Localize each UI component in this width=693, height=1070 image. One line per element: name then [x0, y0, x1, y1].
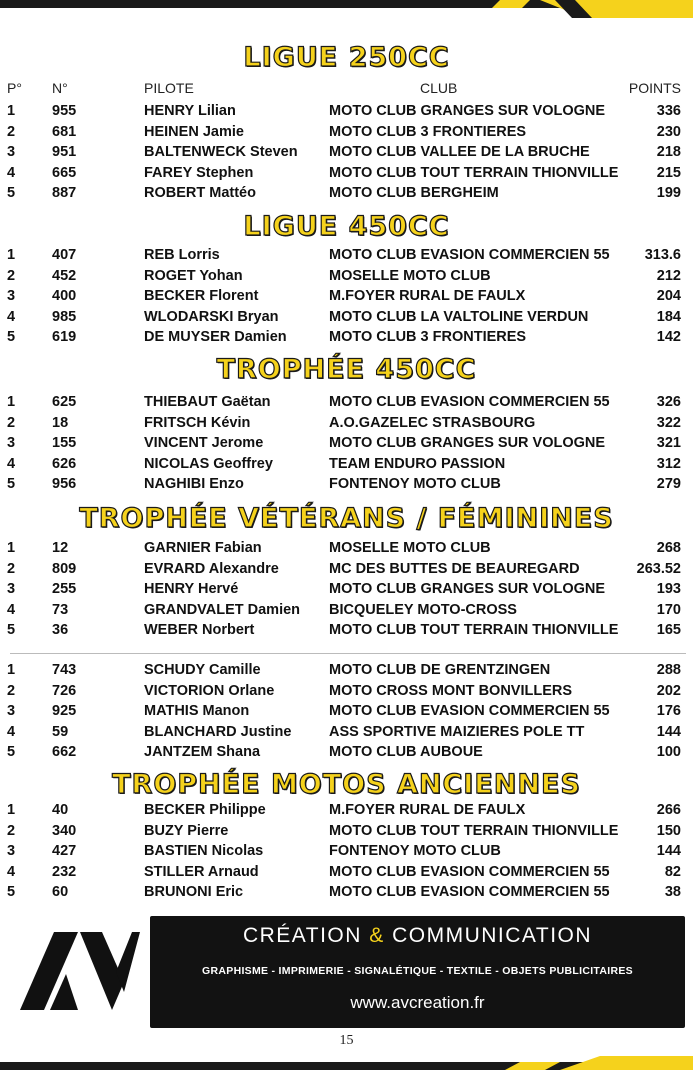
row-number: 36: [52, 622, 69, 639]
row-club: MOTO CLUB AUBOUE: [329, 744, 483, 761]
row-number: 956: [52, 476, 77, 493]
row-points: 144: [656, 723, 681, 740]
table-row: [0, 538, 693, 558]
row-pilote: ROBERT Mattéo: [144, 185, 256, 202]
row-club: MOTO CLUB DE GRENTZINGEN: [329, 662, 551, 678]
ad-title-amp: &: [369, 924, 385, 947]
row-pos: 4: [7, 308, 16, 325]
row-pos: 1: [7, 247, 16, 263]
row-pilote: NAGHIBI Enzo: [144, 476, 244, 493]
row-points: 230: [656, 123, 681, 140]
row-club: MOTO CLUB VALLEE DE LA BRUCHE: [329, 144, 590, 161]
ad-subtitle: GRAPHISME - IMPRIMERIE - SIGNALÉTIQUE - TEXTILE - OBJETS PUBLICITAIRES: [202, 965, 633, 977]
row-number: 809: [52, 560, 77, 577]
row-points: 322: [656, 414, 681, 431]
row-number: 427: [52, 843, 77, 860]
row-number: 18: [52, 414, 69, 431]
row-points: 100: [656, 744, 681, 761]
row-club: MOTO CLUB GRANGES SUR VOLOGNE: [329, 435, 606, 452]
row-points: 268: [656, 540, 681, 556]
row-number: 407: [52, 247, 77, 263]
table-row: [0, 722, 693, 742]
header-pos: P°: [7, 80, 22, 96]
row-pos: 1: [7, 662, 16, 678]
header-pilote: PILOTE: [144, 80, 194, 96]
row-number: 12: [52, 540, 69, 556]
row-pos: 1: [7, 540, 16, 556]
header-num: N°: [52, 80, 68, 96]
row-club: MC DES BUTTES DE BEAUREGARD: [329, 560, 580, 577]
row-pilote: BECKER Philippe: [144, 802, 266, 818]
row-pos: 2: [7, 123, 16, 140]
row-club: MOTO CLUB 3 FRONTIERES: [329, 123, 527, 140]
table-row: [0, 579, 693, 599]
bottom-decorative-band: [0, 1056, 693, 1070]
row-points: 288: [656, 662, 681, 678]
row-number: 73: [52, 601, 69, 618]
row-club: MOTO CLUB TOUT TERRAIN THIONVILLE: [329, 622, 619, 639]
section-title: TROPHÉE VÉTÉRANS / FÉMININES: [79, 503, 614, 534]
row-club: MOTO CLUB TOUT TERRAIN THIONVILLE: [329, 164, 619, 181]
row-pilote: NICOLAS Geoffrey: [144, 455, 273, 472]
row-pilote: BUZY Pierre: [144, 822, 229, 839]
page-number: 15: [339, 1033, 354, 1048]
ad-url[interactable]: www.avcreation.fr: [350, 993, 485, 1012]
row-number: 232: [52, 863, 77, 880]
row-number: 59: [52, 723, 69, 740]
table-row: [0, 862, 693, 882]
table-row: [0, 142, 693, 162]
row-pos: 2: [7, 822, 16, 839]
row-number: 625: [52, 394, 77, 410]
row-pos: 4: [7, 723, 16, 740]
row-points: 279: [656, 476, 681, 493]
row-points: 336: [656, 103, 681, 119]
row-club: TEAM ENDURO PASSION: [329, 455, 506, 472]
row-points: 218: [656, 144, 681, 161]
row-points: 263.52: [636, 560, 681, 577]
row-number: 60: [52, 884, 69, 901]
row-pilote: WEBER Norbert: [144, 622, 255, 639]
row-points: 142: [656, 329, 681, 346]
row-pilote: REB Lorris: [144, 247, 220, 263]
row-pilote: BALTENWECK Steven: [144, 144, 298, 161]
table-row: [0, 660, 693, 680]
row-points: 38: [664, 884, 681, 901]
row-points: 82: [664, 863, 681, 880]
row-points: 326: [656, 394, 681, 410]
row-pilote: SCHUDY Camille: [144, 662, 261, 678]
row-points: 176: [656, 703, 681, 720]
row-pos: 5: [7, 622, 16, 639]
row-number: 155: [52, 435, 77, 452]
row-number: 400: [52, 288, 77, 305]
row-pos: 2: [7, 560, 16, 577]
header-club: CLUB: [420, 80, 458, 96]
row-points: 266: [656, 802, 681, 818]
row-pos: 4: [7, 863, 16, 880]
row-points: 144: [656, 843, 681, 860]
row-club: M.FOYER RURAL DE FAULX: [329, 288, 526, 305]
row-pos: 3: [7, 581, 16, 598]
row-pos: 5: [7, 329, 16, 346]
section-title: TROPHÉE MOTOS ANCIENNES: [112, 769, 581, 800]
table-row: [0, 821, 693, 841]
row-pos: 2: [7, 414, 16, 431]
table-row: [0, 454, 693, 474]
row-pos: 4: [7, 601, 16, 618]
row-club: MOTO CLUB EVASION COMMERCIEN 55: [329, 394, 610, 410]
row-points: 150: [656, 822, 681, 839]
row-points: 215: [656, 164, 681, 181]
row-pos: 2: [7, 267, 16, 284]
row-points: 193: [656, 581, 681, 598]
row-club: FONTENOY MOTO CLUB: [329, 476, 501, 493]
row-points: 312: [656, 455, 681, 472]
table-row: [0, 600, 693, 620]
ad-title-a: CRÉATION: [242, 924, 362, 947]
table-row: [0, 413, 693, 433]
top-decorative-band: [0, 0, 693, 18]
row-pilote: BLANCHARD Justine: [144, 723, 292, 740]
row-pos: 3: [7, 144, 16, 161]
row-club: ASS SPORTIVE MAIZIERES POLE TT: [329, 723, 585, 740]
row-pos: 2: [7, 682, 16, 699]
row-pos: 3: [7, 843, 16, 860]
row-pilote: STILLER Arnaud: [144, 863, 259, 880]
table-row: [0, 122, 693, 142]
row-number: 743: [52, 662, 77, 678]
row-club: MOTO CLUB EVASION COMMERCIEN 55: [329, 863, 610, 880]
row-pilote: BASTIEN Nicolas: [144, 843, 264, 860]
row-number: 340: [52, 822, 77, 839]
row-club: MOTO CLUB TOUT TERRAIN THIONVILLE: [329, 822, 619, 839]
row-club: MOSELLE MOTO CLUB: [329, 267, 491, 284]
row-number: 681: [52, 123, 77, 140]
row-pilote: DE MUYSER Damien: [144, 329, 287, 346]
row-pilote: HEINEN Jamie: [144, 123, 244, 140]
row-points: 184: [656, 308, 681, 325]
row-pilote: HENRY Lilian: [144, 103, 236, 119]
table-row: [0, 286, 693, 306]
table-row: [0, 163, 693, 183]
table-row: [0, 327, 693, 347]
table-row: [0, 841, 693, 861]
table-row: [0, 266, 693, 286]
table-row: [0, 800, 693, 820]
row-pos: 1: [7, 802, 16, 818]
row-pilote: GRANDVALET Damien: [144, 601, 301, 618]
advertisement: [0, 910, 693, 1028]
section-title: LIGUE 450CC: [243, 211, 450, 242]
row-points: 165: [656, 622, 681, 639]
row-club: FONTENOY MOTO CLUB: [329, 843, 501, 860]
row-pilote: FAREY Stephen: [144, 164, 254, 181]
row-points: 170: [656, 601, 681, 618]
section-title: TROPHÉE 450CC: [216, 354, 477, 385]
ad-title-b: COMMUNICATION: [392, 924, 593, 947]
row-pos: 4: [7, 455, 16, 472]
row-number: 955: [52, 103, 77, 119]
row-pos: 5: [7, 744, 16, 761]
table-row: [0, 474, 693, 494]
row-pilote: ROGET Yohan: [144, 267, 243, 284]
row-pilote: WLODARSKI Bryan: [144, 308, 279, 325]
row-pilote: GARNIER Fabian: [144, 540, 262, 556]
row-club: MOTO CLUB EVASION COMMERCIEN 55: [329, 884, 610, 901]
row-club: MOTO CLUB EVASION COMMERCIEN 55: [329, 247, 610, 263]
row-club: MOTO CLUB BERGHEIM: [329, 185, 499, 202]
row-pilote: JANTZEM Shana: [144, 744, 261, 761]
row-club: MOTO CLUB GRANGES SUR VOLOGNE: [329, 103, 606, 119]
row-pilote: VICTORION Orlane: [144, 682, 275, 699]
row-pilote: VINCENT Jerome: [144, 435, 264, 452]
row-points: 202: [656, 682, 681, 699]
row-number: 726: [52, 682, 77, 699]
ad-title: [150, 924, 685, 948]
table-row: [0, 681, 693, 701]
table-row: [0, 620, 693, 640]
row-club: A.O.GAZELEC STRASBOURG: [329, 414, 536, 431]
row-pilote: FRITSCH Kévin: [144, 414, 251, 431]
row-number: 40: [52, 802, 69, 818]
av-logo-icon: [20, 932, 140, 1017]
row-number: 985: [52, 308, 77, 325]
row-pos: 1: [7, 394, 16, 410]
row-number: 887: [52, 185, 77, 202]
row-number: 619: [52, 329, 77, 346]
table-row: [0, 245, 693, 265]
row-club: MOTO CLUB EVASION COMMERCIEN 55: [329, 703, 610, 720]
row-number: 662: [52, 744, 77, 761]
row-points: 212: [656, 267, 681, 284]
row-number: 951: [52, 144, 77, 161]
row-points: 321: [656, 435, 681, 452]
row-pos: 3: [7, 435, 16, 452]
table-row: [0, 183, 693, 203]
row-number: 925: [52, 703, 77, 720]
table-row: [0, 101, 693, 121]
table-row: [0, 559, 693, 579]
table-row: [0, 307, 693, 327]
row-pilote: EVRARD Alexandre: [144, 560, 279, 577]
row-pilote: BECKER Florent: [144, 288, 259, 305]
row-pos: 5: [7, 884, 16, 901]
row-club: MOTO CLUB 3 FRONTIERES: [329, 329, 527, 346]
header-points: POINTS: [628, 80, 681, 96]
table-row: [0, 701, 693, 721]
row-pos: 3: [7, 703, 16, 720]
table-header: [0, 78, 693, 98]
table-row: [0, 742, 693, 762]
section-divider: [10, 653, 686, 654]
row-number: 626: [52, 455, 77, 472]
row-number: 255: [52, 581, 77, 598]
table-row: [0, 392, 693, 412]
row-pos: 1: [7, 103, 16, 119]
row-pilote: MATHIS Manon: [144, 703, 250, 720]
row-pos: 5: [7, 185, 16, 202]
table-row: [0, 433, 693, 453]
row-pilote: BRUNONI Eric: [144, 884, 244, 901]
row-club: MOSELLE MOTO CLUB: [329, 540, 491, 556]
row-pos: 4: [7, 164, 16, 181]
section-title: LIGUE 250CC: [243, 42, 450, 73]
row-points: 204: [656, 288, 681, 305]
row-club: M.FOYER RURAL DE FAULX: [329, 802, 526, 818]
row-club: BICQUELEY MOTO-CROSS: [329, 601, 517, 618]
row-number: 665: [52, 164, 77, 181]
table-row: [0, 882, 693, 902]
row-pilote: HENRY Hervé: [144, 581, 239, 598]
row-pos: 5: [7, 476, 16, 493]
row-points: 313.6: [644, 247, 681, 263]
row-points: 199: [656, 185, 681, 202]
row-pilote: THIEBAUT Gaëtan: [144, 394, 271, 410]
row-club: MOTO CROSS MONT BONVILLERS: [329, 682, 573, 699]
row-club: MOTO CLUB LA VALTOLINE VERDUN: [329, 308, 589, 325]
row-number: 452: [52, 267, 77, 284]
row-club: MOTO CLUB GRANGES SUR VOLOGNE: [329, 581, 606, 598]
row-pos: 3: [7, 288, 16, 305]
